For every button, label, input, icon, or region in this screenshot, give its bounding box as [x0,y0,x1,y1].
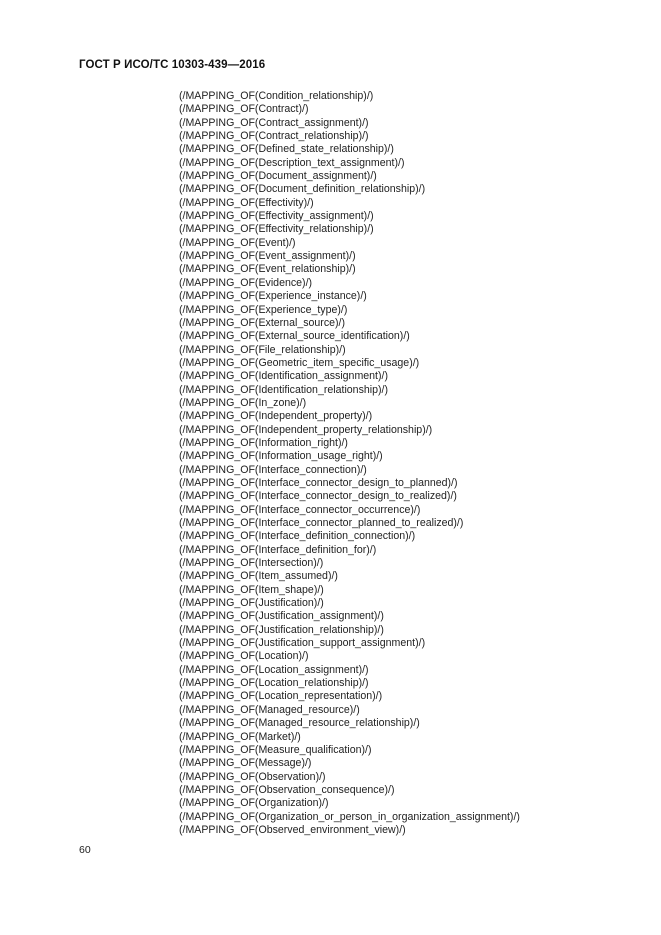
mapping-line: (/MAPPING_OF(Document_definition_relationship)/) [179,183,426,196]
mapping-line: (/MAPPING_OF(External_source)/) [179,316,346,329]
mapping-line: (/MAPPING_OF(Independent_property)/) [179,410,373,423]
mapping-line: (/MAPPING_OF(Intersection)/) [179,557,324,570]
mapping-line: (/MAPPING_OF(Message)/) [179,757,312,770]
mapping-line: (/MAPPING_OF(Observation)/) [179,770,326,783]
mapping-line: (/MAPPING_OF(Item_shape)/) [179,583,324,596]
mapping-line: (/MAPPING_OF(Interface_connector_occurrence)/) [179,503,421,516]
mapping-line: (/MAPPING_OF(File_relationship)/) [179,343,346,356]
mapping-line: (/MAPPING_OF(Location_representation)/) [179,690,383,703]
mapping-line: (/MAPPING_OF(Experience_type)/) [179,303,348,316]
mapping-line: (/MAPPING_OF(Observed_environment_view)/) [179,823,406,836]
mapping-line: (/MAPPING_OF(Identification_relationship)/) [179,383,389,396]
mapping-line: (/MAPPING_OF(Event)/) [179,236,296,249]
mapping-line: (/MAPPING_OF(Contract_assignment)/) [179,116,369,129]
mapping-line: (/MAPPING_OF(In_zone)/) [179,396,307,409]
mapping-line: (/MAPPING_OF(Market)/) [179,730,301,743]
mapping-line: (/MAPPING_OF(Justification_assignment)/) [179,610,384,623]
mapping-line: (/MAPPING_OF(Description_text_assignment)/) [179,156,405,169]
mapping-line: (/MAPPING_OF(Location)/) [179,650,309,663]
mapping-line: (/MAPPING_OF(Event_assignment)/) [179,250,356,263]
mapping-line: (/MAPPING_OF(Defined_state_relationship)/) [179,143,394,156]
mapping-line: (/MAPPING_OF(Contract)/) [179,103,309,116]
mapping-line: (/MAPPING_OF(Effectivity_assignment)/) [179,210,374,223]
mapping-line: (/MAPPING_OF(Document_assignment)/) [179,170,377,183]
mapping-line: (/MAPPING_OF(Information_right)/) [179,436,348,449]
mapping-line: (/MAPPING_OF(Interface_definition_connection)/) [179,530,416,543]
mapping-line: (/MAPPING_OF(Effectivity)/) [179,196,314,209]
mapping-list [179,90,520,837]
mapping-line: (/MAPPING_OF(Item_assumed)/) [179,570,338,583]
mapping-line: (/MAPPING_OF(Independent_property_relationship)/) [179,423,433,436]
mapping-line: (/MAPPING_OF(Contract_relationship)/) [179,130,369,143]
mapping-line: (/MAPPING_OF(Experience_instance)/) [179,290,367,303]
mapping-line: (/MAPPING_OF(External_source_identification)/) [179,330,410,343]
mapping-line: (/MAPPING_OF(Geometric_item_specific_usage)/) [179,356,420,369]
mapping-line: (/MAPPING_OF(Measure_qualification)/) [179,743,372,756]
mapping-line: (/MAPPING_OF(Effectivity_relationship)/) [179,223,374,236]
mapping-line: (/MAPPING_OF(Event_relationship)/) [179,263,356,276]
mapping-line: (/MAPPING_OF(Condition_relationship)/) [179,90,374,102]
page-number: 60 [79,844,91,856]
mapping-line: (/MAPPING_OF(Interface_connector_planned_to_realized)/) [179,517,464,529]
mapping-line: (/MAPPING_OF(Interface_connector_design_to_planned)/) [179,476,458,489]
mapping-line: (/MAPPING_OF(Observation_consequence)/) [179,783,395,796]
mapping-line: (/MAPPING_OF(Organization_or_person_in_organization_assignment)/) [179,810,520,823]
mapping-line: (/MAPPING_OF(Organization)/) [179,797,329,810]
mapping-line: (/MAPPING_OF(Managed_resource)/) [179,703,360,716]
mapping-line: (/MAPPING_OF(Identification_assignment)/) [179,370,389,383]
mapping-line: (/MAPPING_OF(Location_assignment)/) [179,663,369,676]
mapping-line: (/MAPPING_OF(Managed_resource_relationship)/) [179,717,420,730]
mapping-line: (/MAPPING_OF(Interface_definition_for)/) [179,543,377,556]
mapping-line: (/MAPPING_OF(Justification_support_assignment)/) [179,637,426,650]
mapping-line: (/MAPPING_OF(Evidence)/) [179,276,313,289]
mapping-line: (/MAPPING_OF(Justification)/) [179,597,324,610]
mapping-line: (/MAPPING_OF(Interface_connection)/) [179,463,367,476]
mapping-line: (/MAPPING_OF(Interface_connector_design_to_realized)/) [179,490,457,503]
mapping-line: (/MAPPING_OF(Justification_relationship)/) [179,623,384,636]
mapping-line: (/MAPPING_OF(Information_usage_right)/) [179,450,383,463]
mapping-line: (/MAPPING_OF(Location_relationship)/) [179,677,369,690]
document-header-title: ГОСТ Р ИСО/ТС 10303-439—2016 [79,59,266,71]
